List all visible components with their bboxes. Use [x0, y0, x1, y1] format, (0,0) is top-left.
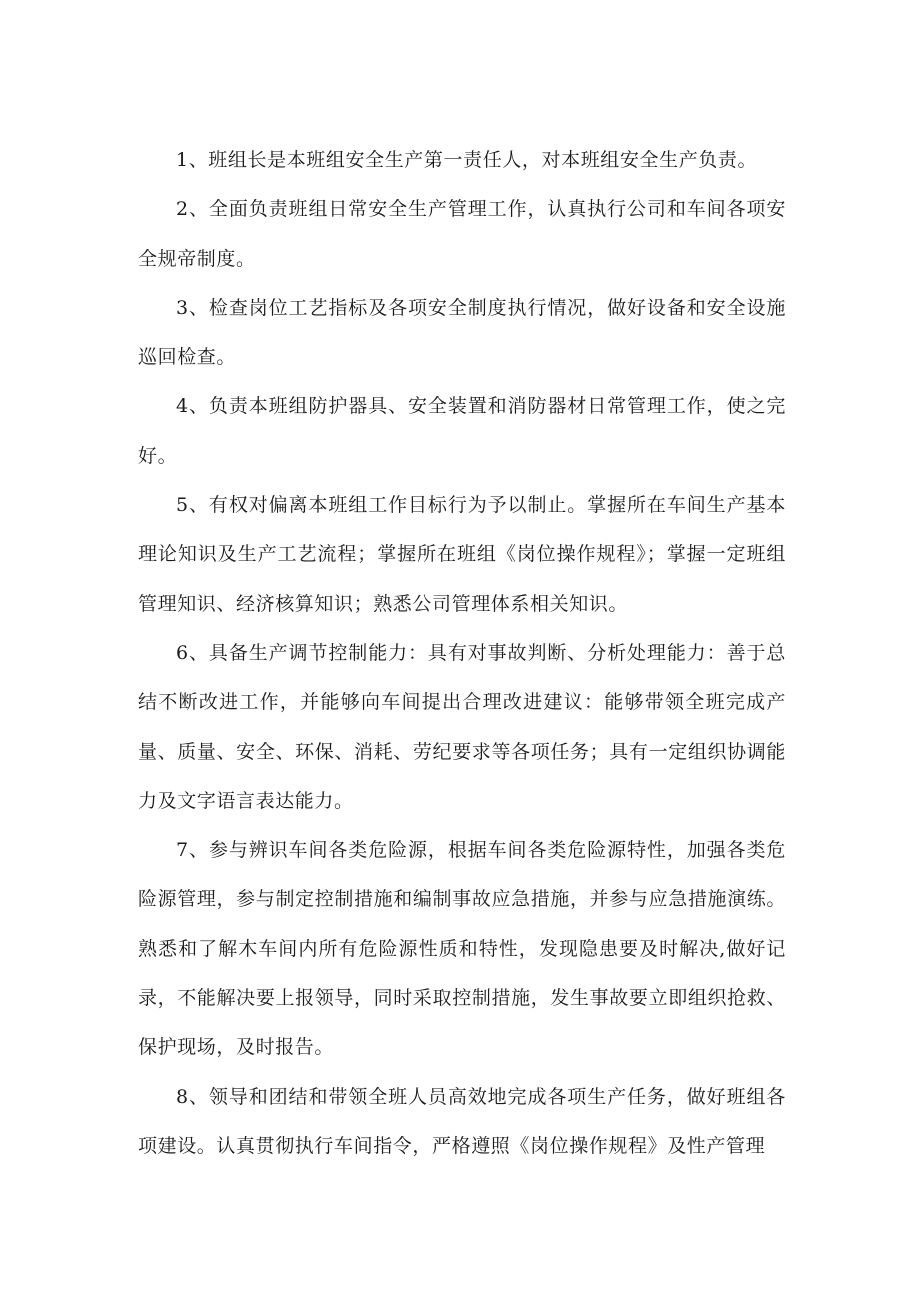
paragraph-3: 3、检查岗位工艺指标及各项安全制度执行情况，做好设备和安全设施巡回检查。: [138, 296, 786, 369]
document-body: [138, 136, 786, 1171]
paragraph-2: 2、全面负责班组日常安全生产管理工作，认真执行公司和车间各项安全规帝制度。: [138, 198, 786, 270]
paragraph-7: 7、参与辨识车间各类危险源，根据车间各类危险源特性，加强各类危险源管理，参与制定控制措施和编制事故应急措施，并参与应急措施演练。熟悉和了解木车间内所有危险源性质和特性，发现隐患要及时解决,做好记录，不能解决要上报领导，同时采取控制措施，发生事故要立即组织抢救、保护现场，及时报告。: [138, 839, 786, 1059]
paragraph-5: 5、有权对偏离本班组工作目标行为予以制止。掌握所在车间生产基本理论知识及生产工艺流程；掌握所在班组《岗位操作规程》；掌握一定班组管理知识、经济核算知识；熟悉公司管理体系相关知识。: [138, 494, 786, 615]
paragraph-6: 6、具备生产调节控制能力：具有对事故判断、分析处理能力：善于总结不断改进工作，并能够向车间提出合理改进建议：能够带领全班完成产量、质量、安全、环保、消耗、劳纪要求等各项任务；具有一定组织协调能力及文字语言表达能力。: [138, 641, 786, 812]
paragraph-8: 8、领导和团结和带领全班人员高效地完成各项生产任务，做好班组各项建设。认真贯彻执行车间指令，严格遵照《岗位操作规程》及性产管理: [138, 1085, 786, 1157]
paragraph-1: 1、班组长是本班组安全生产第一责任人，对本班组安全生产负责。: [176, 149, 758, 171]
paragraph-4: 4、负责本班组防护器具、安全装置和消防器材日常管理工作，使之完好。: [138, 395, 786, 467]
